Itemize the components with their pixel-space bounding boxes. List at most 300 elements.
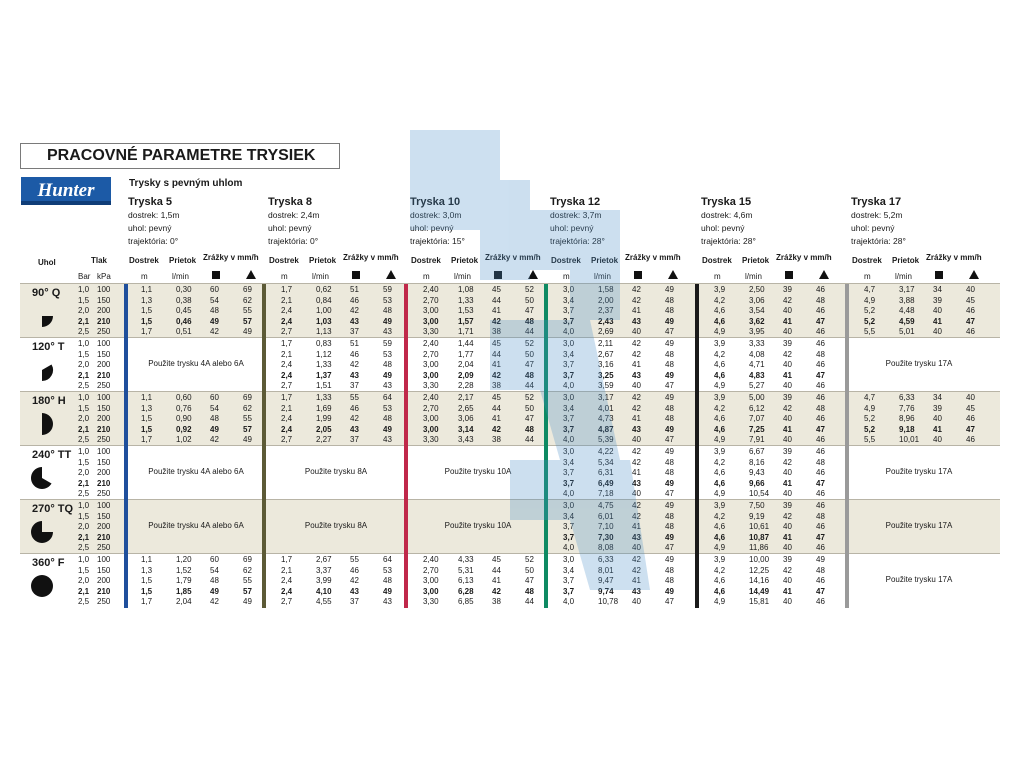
cell-zrazky-triangle: 48	[383, 306, 392, 316]
cell-prietok: 3,37	[316, 565, 332, 575]
cell-zrazky-triangle: 46	[816, 501, 825, 510]
cell-prietok: 1,20	[176, 555, 192, 564]
cell-dostrek: 3,30	[423, 327, 439, 337]
cell-zrazky-triangle: 49	[665, 370, 674, 380]
cell-zrazky-square: 51	[350, 339, 359, 348]
table-row	[0, 404, 1024, 414]
cell-zrazky-square: 43	[632, 316, 641, 326]
header-uhol: Uhol	[38, 258, 56, 267]
cell-dostrek: 4,6	[714, 424, 726, 434]
pressure-bar: 2,1	[78, 424, 90, 434]
cell-prietok: 1,33	[316, 393, 332, 402]
cell-zrazky-square: 41	[632, 576, 641, 586]
cell-prietok: 1,57	[458, 316, 474, 326]
cell-zrazky-square: 40	[783, 468, 792, 478]
triangle-icon	[668, 270, 678, 279]
cell-zrazky-square: 42	[632, 457, 641, 467]
cell-dostrek: 3,00	[423, 414, 439, 424]
table-row	[0, 296, 1024, 306]
cell-zrazky-square: 39	[783, 285, 792, 294]
cell-dostrek: 2,4	[281, 370, 293, 380]
cell-zrazky-triangle: 64	[383, 555, 392, 564]
cell-dostrek: 5,5	[864, 327, 876, 337]
cell-prietok: 10,00	[749, 555, 770, 564]
cell-prietok: 9,47	[598, 576, 614, 586]
cell-dostrek: 4,2	[714, 565, 726, 575]
cell-prietok: 8,16	[749, 457, 765, 467]
cell-dostrek: 4,9	[714, 489, 726, 499]
cell-prietok: 2,27	[316, 435, 332, 445]
cell-prietok: 8,01	[598, 565, 614, 575]
nozzle-range: dostrek: 2,4m	[268, 210, 320, 220]
use-other-nozzle-note: Použite trysku 17A	[885, 521, 953, 530]
cell-zrazky-square: 54	[210, 403, 219, 413]
cell-zrazky-triangle: 50	[525, 295, 534, 305]
pressure-bar: 1,5	[78, 565, 90, 575]
header-prietok: Prietok	[742, 256, 770, 265]
cell-prietok: 9,66	[749, 478, 765, 488]
header-zrazky: Zrážky v mm/h	[776, 253, 832, 262]
square-icon	[212, 271, 220, 279]
pressure-bar: 1,5	[78, 403, 90, 413]
pressure-bar: 2,5	[78, 327, 90, 337]
pressure-bar: 1,5	[78, 349, 90, 359]
nozzle-trajectory: trajektória: 28°	[701, 236, 756, 246]
cell-zrazky-triangle: 48	[665, 511, 674, 521]
cell-prietok: 0,46	[176, 316, 192, 326]
cell-zrazky-square: 48	[210, 306, 219, 316]
nozzle-header	[701, 196, 756, 248]
cell-zrazky-triangle: 62	[243, 565, 252, 575]
pressure-bar: 1,0	[78, 285, 90, 294]
cell-zrazky-square: 39	[783, 501, 792, 510]
table-row	[0, 597, 1024, 607]
cell-dostrek: 4,9	[714, 381, 726, 391]
nozzle-color-bar	[845, 284, 849, 608]
header-dostrek: Dostrek	[852, 256, 882, 265]
cell-prietok: 1,37	[316, 370, 332, 380]
cell-dostrek: 1,5	[141, 586, 153, 596]
cell-dostrek: 1,3	[141, 565, 153, 575]
cell-zrazky-square: 43	[632, 370, 641, 380]
cell-zrazky-triangle: 48	[665, 306, 674, 316]
pressure-bar: 2,1	[78, 316, 90, 326]
cell-dostrek: 4,0	[563, 327, 575, 337]
cell-zrazky-triangle: 49	[383, 424, 392, 434]
cell-prietok: 4,75	[598, 501, 614, 510]
cell-dostrek: 2,70	[423, 295, 439, 305]
cell-prietok: 2,11	[598, 339, 613, 348]
cell-prietok: 10,01	[899, 435, 920, 445]
cell-dostrek: 3,7	[563, 576, 575, 586]
nozzle-color-bar	[262, 284, 266, 608]
cell-zrazky-triangle: 52	[525, 393, 534, 402]
cell-zrazky-square: 44	[492, 565, 501, 575]
cell-zrazky-square: 34	[933, 285, 942, 294]
cell-zrazky-triangle: 47	[816, 316, 825, 326]
cell-zrazky-triangle: 46	[816, 543, 825, 553]
nozzle-trajectory: trajektória: 0°	[268, 236, 319, 246]
cell-dostrek: 1,7	[281, 285, 293, 294]
cell-zrazky-square: 43	[350, 586, 359, 596]
angle-label: 270° TQ	[32, 503, 74, 515]
cell-zrazky-square: 46	[350, 403, 359, 413]
cell-zrazky-square: 40	[933, 435, 942, 445]
pressure-bar: 2,5	[78, 543, 90, 553]
cell-dostrek: 2,7	[281, 435, 293, 445]
cell-prietok: 7,30	[598, 532, 614, 542]
cell-zrazky-triangle: 49	[665, 532, 674, 542]
cell-zrazky-triangle: 46	[816, 597, 825, 607]
pressure-bar: 2,1	[78, 370, 90, 380]
cell-zrazky-square: 42	[350, 414, 359, 424]
cell-prietok: 5,01	[899, 327, 915, 337]
cell-prietok: 1,33	[458, 295, 474, 305]
cell-zrazky-triangle: 47	[525, 306, 534, 316]
cell-zrazky-square: 38	[492, 597, 501, 607]
cell-zrazky-triangle: 46	[966, 414, 975, 424]
cell-prietok: 6,01	[598, 511, 614, 521]
cell-zrazky-square: 43	[350, 316, 359, 326]
cell-dostrek: 2,7	[281, 327, 293, 337]
cell-zrazky-square: 39	[783, 393, 792, 402]
cell-zrazky-triangle: 43	[383, 327, 392, 337]
cell-zrazky-triangle: 46	[816, 306, 825, 316]
cell-zrazky-square: 40	[783, 435, 792, 445]
cell-zrazky-square: 43	[632, 532, 641, 542]
pressure-kpa: 250	[97, 597, 111, 607]
cell-zrazky-square: 40	[933, 327, 942, 337]
cell-prietok: 6,31	[598, 468, 614, 478]
cell-dostrek: 1,7	[281, 393, 293, 402]
cell-dostrek: 2,4	[281, 586, 293, 596]
cell-dostrek: 4,9	[864, 403, 876, 413]
cell-dostrek: 3,00	[423, 306, 439, 316]
pressure-bar: 1,0	[78, 447, 90, 456]
cell-zrazky-square: 40	[783, 360, 792, 370]
pressure-kpa: 200	[97, 468, 111, 478]
pressure-kpa: 100	[97, 339, 111, 348]
group-separator	[20, 391, 1000, 392]
triangle-icon	[386, 270, 396, 279]
cell-zrazky-square: 42	[632, 403, 641, 413]
cell-zrazky-square: 49	[210, 316, 219, 326]
table-row	[0, 306, 1024, 316]
cell-dostrek: 4,6	[714, 316, 726, 326]
cell-zrazky-square: 40	[933, 306, 942, 316]
cell-zrazky-square: 42	[350, 576, 359, 586]
cell-prietok: 5,00	[749, 393, 765, 402]
group-separator	[20, 553, 1000, 554]
cell-zrazky-triangle: 48	[665, 565, 674, 575]
cell-zrazky-square: 41	[632, 414, 641, 424]
cell-zrazky-triangle: 49	[665, 555, 674, 564]
nozzle-range: dostrek: 3,7m	[550, 210, 602, 220]
nozzle-header	[410, 196, 465, 248]
cell-zrazky-square: 39	[783, 339, 792, 348]
cell-prietok: 1,51	[316, 381, 332, 391]
cell-zrazky-square: 46	[350, 295, 359, 305]
cell-prietok: 9,18	[899, 424, 915, 434]
cell-zrazky-square: 45	[492, 285, 501, 294]
nozzle-range: dostrek: 1,5m	[128, 210, 180, 220]
cell-prietok: 4,08	[749, 349, 765, 359]
cell-zrazky-triangle: 47	[966, 424, 975, 434]
use-other-nozzle-note: Použite trysku 17A	[885, 575, 953, 584]
cell-zrazky-triangle: 59	[383, 339, 392, 348]
table-row	[0, 285, 1024, 295]
pressure-kpa: 150	[97, 403, 111, 413]
cell-zrazky-square: 43	[632, 586, 641, 596]
cell-dostrek: 2,40	[423, 555, 439, 564]
nozzle-angle: uhol: pevný	[550, 223, 594, 233]
cell-dostrek: 4,6	[714, 576, 726, 586]
group-separator	[20, 283, 1000, 284]
pressure-bar: 2,5	[78, 381, 90, 391]
cell-prietok: 9,74	[598, 586, 614, 596]
cell-zrazky-triangle: 69	[243, 285, 252, 294]
cell-dostrek: 2,70	[423, 403, 439, 413]
angle-label: 360° F	[32, 557, 65, 569]
cell-dostrek: 2,7	[281, 597, 293, 607]
cell-dostrek: 1,1	[141, 285, 153, 294]
cell-dostrek: 5,2	[864, 306, 876, 316]
cell-dostrek: 3,30	[423, 435, 439, 445]
header-prietok: Prietok	[309, 256, 337, 265]
cell-zrazky-square: 38	[492, 435, 501, 445]
pressure-bar: 2,1	[78, 532, 90, 542]
pressure-kpa: 200	[97, 360, 111, 370]
cell-zrazky-triangle: 48	[383, 414, 392, 424]
cell-zrazky-square: 42	[783, 349, 792, 359]
cell-zrazky-triangle: 44	[525, 597, 534, 607]
cell-zrazky-triangle: 47	[816, 586, 825, 596]
cell-prietok: 3,16	[598, 360, 614, 370]
cell-prietok: 7,50	[749, 501, 765, 510]
table-row	[0, 371, 1024, 381]
cell-zrazky-square: 41	[783, 316, 792, 326]
cell-zrazky-square: 42	[632, 565, 641, 575]
cell-dostrek: 4,6	[714, 306, 726, 316]
nozzle-trajectory: trajektória: 0°	[128, 236, 179, 246]
cell-dostrek: 4,2	[714, 403, 726, 413]
table-row	[0, 533, 1024, 543]
header-zrazky: Zrážky v mm/h	[343, 253, 399, 262]
cell-zrazky-square: 45	[492, 555, 501, 564]
square-icon	[634, 271, 642, 279]
header-dostrek: Dostrek	[269, 256, 299, 265]
cell-zrazky-triangle: 46	[816, 393, 825, 402]
nozzle-range: dostrek: 4,6m	[701, 210, 753, 220]
cell-zrazky-triangle: 69	[243, 393, 252, 402]
pressure-bar: 2,5	[78, 489, 90, 499]
cell-zrazky-triangle: 48	[525, 586, 534, 596]
cell-dostrek: 4,0	[563, 597, 575, 607]
unit-m: m	[281, 272, 288, 281]
pressure-bar: 1,5	[78, 511, 90, 521]
table-row	[0, 317, 1024, 327]
cell-zrazky-triangle: 49	[665, 447, 674, 456]
cell-zrazky-triangle: 48	[525, 316, 534, 326]
cell-zrazky-triangle: 49	[383, 316, 392, 326]
cell-prietok: 14,16	[749, 576, 770, 586]
pressure-kpa: 200	[97, 414, 111, 424]
cell-dostrek: 4,7	[864, 393, 876, 402]
cell-zrazky-square: 41	[492, 360, 501, 370]
angle-label: 240° TT	[32, 449, 72, 461]
cell-zrazky-square: 41	[783, 586, 792, 596]
use-other-nozzle-note: Použite trysku 17A	[885, 359, 953, 368]
cell-zrazky-triangle: 55	[243, 576, 252, 586]
cell-zrazky-triangle: 48	[816, 403, 825, 413]
cell-prietok: 7,25	[749, 424, 765, 434]
cell-zrazky-square: 41	[783, 370, 792, 380]
cell-prietok: 0,90	[176, 414, 192, 424]
nozzle-header	[268, 196, 320, 248]
cell-zrazky-square: 42	[210, 435, 219, 445]
cell-prietok: 4,48	[899, 306, 915, 316]
cell-dostrek: 5,2	[864, 414, 876, 424]
cell-dostrek: 1,3	[141, 295, 153, 305]
cell-prietok: 2,69	[598, 327, 614, 337]
cell-dostrek: 2,40	[423, 393, 439, 402]
angle-label: 90° Q	[32, 287, 61, 299]
cell-prietok: 2,28	[458, 381, 474, 391]
cell-dostrek: 4,6	[714, 414, 726, 424]
cell-zrazky-triangle: 46	[816, 414, 825, 424]
unit-m: m	[563, 272, 570, 281]
use-other-nozzle-note: Použite trysku 17A	[885, 467, 953, 476]
cell-zrazky-triangle: 47	[665, 435, 674, 445]
cell-zrazky-triangle: 46	[816, 285, 825, 294]
cell-zrazky-square: 42	[350, 306, 359, 316]
cell-zrazky-triangle: 46	[816, 447, 825, 456]
cell-zrazky-triangle: 50	[525, 403, 534, 413]
cell-zrazky-square: 39	[933, 295, 942, 305]
cell-zrazky-square: 44	[492, 349, 501, 359]
pressure-bar: 2,0	[78, 468, 90, 478]
cell-zrazky-square: 55	[350, 555, 359, 564]
cell-dostrek: 2,70	[423, 349, 439, 359]
table-row	[0, 543, 1024, 553]
cell-zrazky-triangle: 48	[665, 360, 674, 370]
cell-prietok: 4,01	[598, 403, 614, 413]
pressure-kpa: 100	[97, 555, 111, 564]
cell-dostrek: 4,0	[563, 489, 575, 499]
pressure-kpa: 250	[97, 489, 111, 499]
cell-zrazky-square: 41	[492, 306, 501, 316]
cell-zrazky-triangle: 47	[966, 316, 975, 326]
cell-zrazky-triangle: 47	[816, 370, 825, 380]
cell-zrazky-square: 42	[632, 555, 641, 564]
cell-dostrek: 1,5	[141, 576, 153, 586]
cell-dostrek: 1,5	[141, 306, 153, 316]
cell-zrazky-triangle: 49	[243, 435, 252, 445]
unit-lmin: l/min	[454, 272, 471, 281]
unit-lmin: l/min	[312, 272, 329, 281]
cell-zrazky-triangle: 64	[383, 393, 392, 402]
square-icon	[785, 271, 793, 279]
triangle-icon	[528, 270, 538, 279]
cell-dostrek: 4,2	[714, 349, 726, 359]
cell-prietok: 0,30	[176, 285, 192, 294]
cell-zrazky-square: 42	[632, 511, 641, 521]
pressure-kpa: 210	[97, 532, 111, 542]
pressure-bar: 1,5	[78, 457, 90, 467]
cell-zrazky-square: 41	[783, 532, 792, 542]
cell-zrazky-triangle: 47	[525, 414, 534, 424]
header-zrazky: Zrážky v mm/h	[485, 253, 541, 262]
nozzle-angle: uhol: pevný	[128, 223, 172, 233]
cell-prietok: 5,31	[458, 565, 474, 575]
cell-zrazky-triangle: 47	[665, 597, 674, 607]
pressure-kpa: 210	[97, 586, 111, 596]
cell-zrazky-triangle: 48	[665, 403, 674, 413]
cell-zrazky-triangle: 49	[243, 327, 252, 337]
cell-zrazky-triangle: 50	[525, 565, 534, 575]
cell-prietok: 6,67	[749, 447, 765, 456]
cell-zrazky-square: 46	[350, 349, 359, 359]
cell-zrazky-square: 39	[783, 447, 792, 456]
pressure-kpa: 200	[97, 522, 111, 532]
cell-zrazky-square: 42	[632, 295, 641, 305]
cell-zrazky-triangle: 44	[525, 435, 534, 445]
cell-zrazky-square: 38	[492, 327, 501, 337]
header-dostrek: Dostrek	[551, 256, 581, 265]
cell-zrazky-square: 43	[350, 370, 359, 380]
cell-zrazky-square: 42	[492, 424, 501, 434]
pressure-bar: 1,0	[78, 555, 90, 564]
cell-zrazky-triangle: 49	[665, 393, 674, 402]
cell-zrazky-square: 40	[783, 414, 792, 424]
cell-zrazky-triangle: 55	[243, 306, 252, 316]
cell-dostrek: 1,1	[141, 393, 153, 402]
cell-zrazky-triangle: 53	[383, 565, 392, 575]
unit-m: m	[714, 272, 721, 281]
unit-lmin: l/min	[895, 272, 912, 281]
cell-prietok: 9,43	[749, 468, 765, 478]
cell-zrazky-triangle: 49	[665, 339, 674, 348]
cell-prietok: 0,76	[176, 403, 192, 413]
cell-zrazky-triangle: 52	[525, 555, 534, 564]
cell-zrazky-triangle: 46	[816, 468, 825, 478]
cell-prietok: 1,58	[598, 285, 614, 294]
cell-prietok: 4,22	[598, 447, 614, 456]
pressure-kpa: 250	[97, 327, 111, 337]
cell-dostrek: 1,7	[141, 435, 153, 445]
pressure-kpa: 200	[97, 576, 111, 586]
cell-dostrek: 3,7	[563, 316, 575, 326]
square-icon	[494, 271, 502, 279]
cell-dostrek: 1,7	[281, 555, 293, 564]
cell-dostrek: 2,1	[281, 295, 293, 305]
cell-prietok: 1,03	[316, 316, 332, 326]
cell-dostrek: 1,5	[141, 424, 153, 434]
cell-prietok: 7,91	[749, 435, 765, 445]
cell-prietok: 4,87	[598, 424, 614, 434]
nozzle-name: Tryska 5	[128, 196, 173, 208]
cell-zrazky-triangle: 40	[966, 393, 975, 402]
cell-zrazky-triangle: 48	[665, 457, 674, 467]
cell-zrazky-triangle: 48	[816, 295, 825, 305]
pressure-bar: 2,0	[78, 576, 90, 586]
cell-zrazky-triangle: 46	[966, 327, 975, 337]
cell-zrazky-triangle: 49	[243, 597, 252, 607]
pressure-kpa: 150	[97, 349, 111, 359]
pressure-bar: 2,1	[78, 586, 90, 596]
cell-zrazky-triangle: 49	[665, 478, 674, 488]
cell-prietok: 3,17	[899, 285, 915, 294]
